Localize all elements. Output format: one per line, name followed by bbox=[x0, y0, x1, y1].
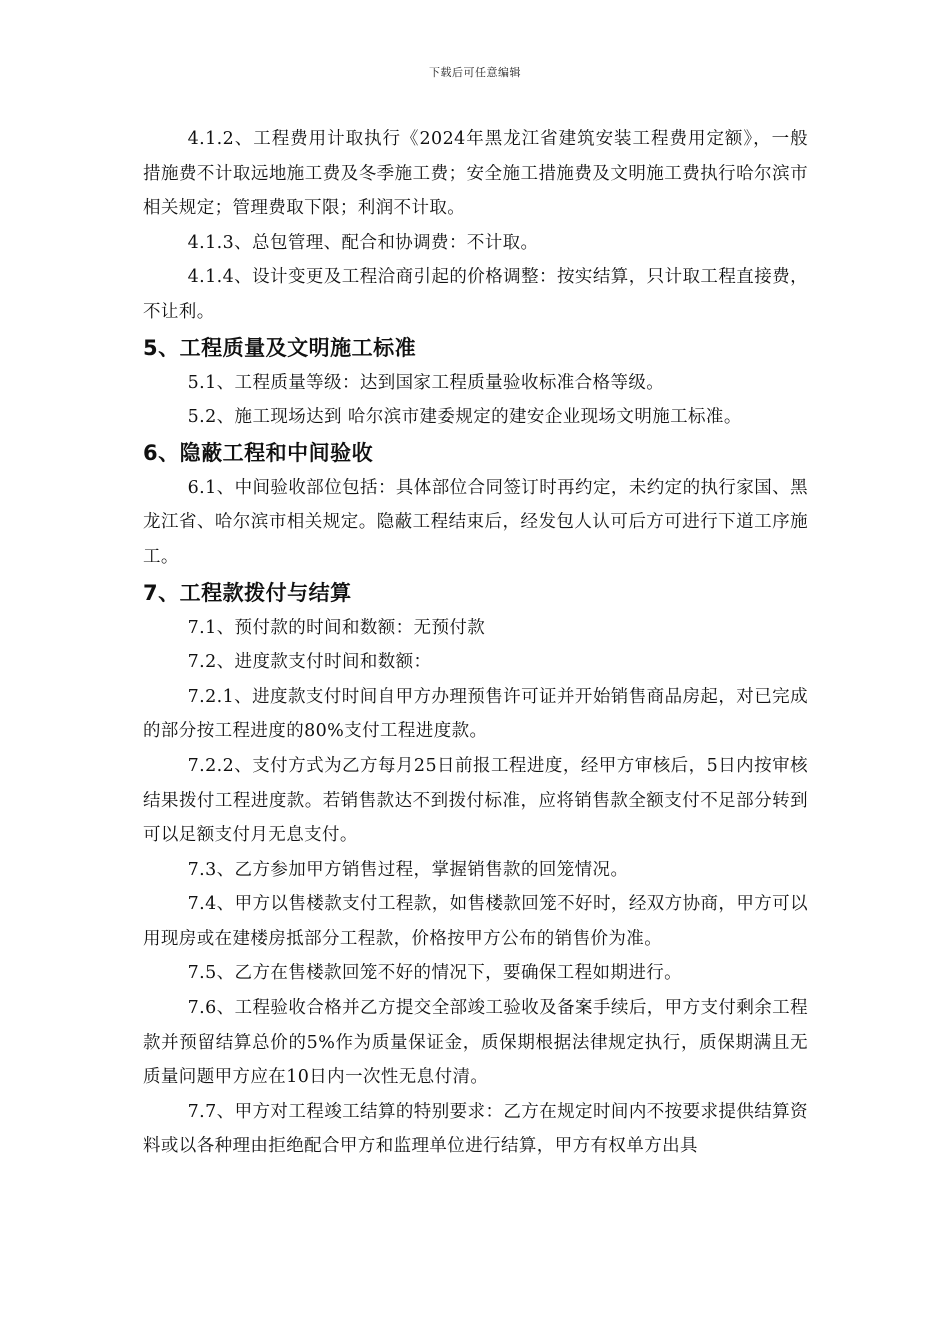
paragraph-4-1-2: 4.1.2、工程费用计取执行《2024年黑龙江省建筑安装工程费用定额》，一般措施费不计取远地施工费及冬季施工费；安全施工措施费及文明施工费执行哈尔滨市相关规定；管理费取下限；利润不计取。 bbox=[143, 129, 808, 219]
section-heading-5: 5、工程质量及文明施工标准 bbox=[143, 335, 417, 360]
paragraph-7-7: 7.7、甲方对工程竣工结算的特别要求：乙方在规定时间内不按要求提供结算资料或以各种理由拒绝配合甲方和监理单位进行结算，甲方有权单方出具 bbox=[143, 1101, 808, 1157]
header-note: 下载后可任意编辑 bbox=[429, 66, 521, 79]
section-heading-7: 7、工程款拨付与结算 bbox=[143, 580, 352, 605]
paragraph-4-1-3: 4.1.3、总包管理、配合和协调费：不计取。 bbox=[187, 232, 539, 253]
paragraph-7-2-2: 7.2.2、支付方式为乙方每月25日前报工程进度，经甲方审核后，5日内按审核结果拨付工程进度款。若销售款达不到拨付标准，应将销售款全额支付不足部分转到可以足额支付月无息支付。 bbox=[143, 755, 808, 846]
paragraph-4-1-4: 4.1.4、设计变更及工程洽商引起的价格调整：按实结算，只计取工程直接费，不让利。 bbox=[143, 267, 808, 322]
paragraph-7-2-1: 7.2.1、进度款支付时间自甲方办理预售许可证并开始销售商品房起，对已完成的部分按工程进度的80%支付工程进度款。 bbox=[143, 686, 808, 742]
section-heading-6: 6、隐蔽工程和中间验收 bbox=[143, 440, 374, 465]
paragraph-5-1: 5.1、工程质量等级：达到国家工程质量验收标准合格等级。 bbox=[187, 372, 665, 393]
document-body bbox=[143, 122, 808, 1164]
paragraph-7-6: 7.6、工程验收合格并乙方提交全部竣工验收及备案手续后，甲方支付剩余工程款并预留结算总价的5%作为质量保证金，质保期根据法律规定执行，质保期满且无质量问题甲方应在10日内一次性无息付清。 bbox=[143, 998, 808, 1088]
paragraph-6-1: 6.1、中间验收部位包括：具体部位合同签订时再约定，未约定的执行家国、黑龙江省、哈尔滨市相关规定。隐蔽工程结束后，经发包人认可后方可进行下道工序施工。 bbox=[143, 477, 808, 567]
paragraph-7-5: 7.5、乙方在售楼款回笼不好的情况下，要确保工程如期进行。 bbox=[187, 963, 683, 984]
paragraph-7-3: 7.3、乙方参加甲方销售过程，掌握销售款的回笼情况。 bbox=[187, 859, 629, 880]
paragraph-7-4: 7.4、甲方以售楼款支付工程款，如售楼款回笼不好时，经双方协商，甲方可以用现房或在建楼房抵部分工程款，价格按甲方公布的销售价为准。 bbox=[143, 894, 808, 949]
paragraph-7-2: 7.2、进度款支付时间和数额： bbox=[187, 652, 432, 673]
paragraph-5-2: 5.2、施工现场达到 哈尔滨市建委规定的建安企业现场文明施工标准。 bbox=[187, 407, 742, 428]
paragraph-7-1: 7.1、预付款的时间和数额：无预付款 bbox=[187, 617, 486, 638]
